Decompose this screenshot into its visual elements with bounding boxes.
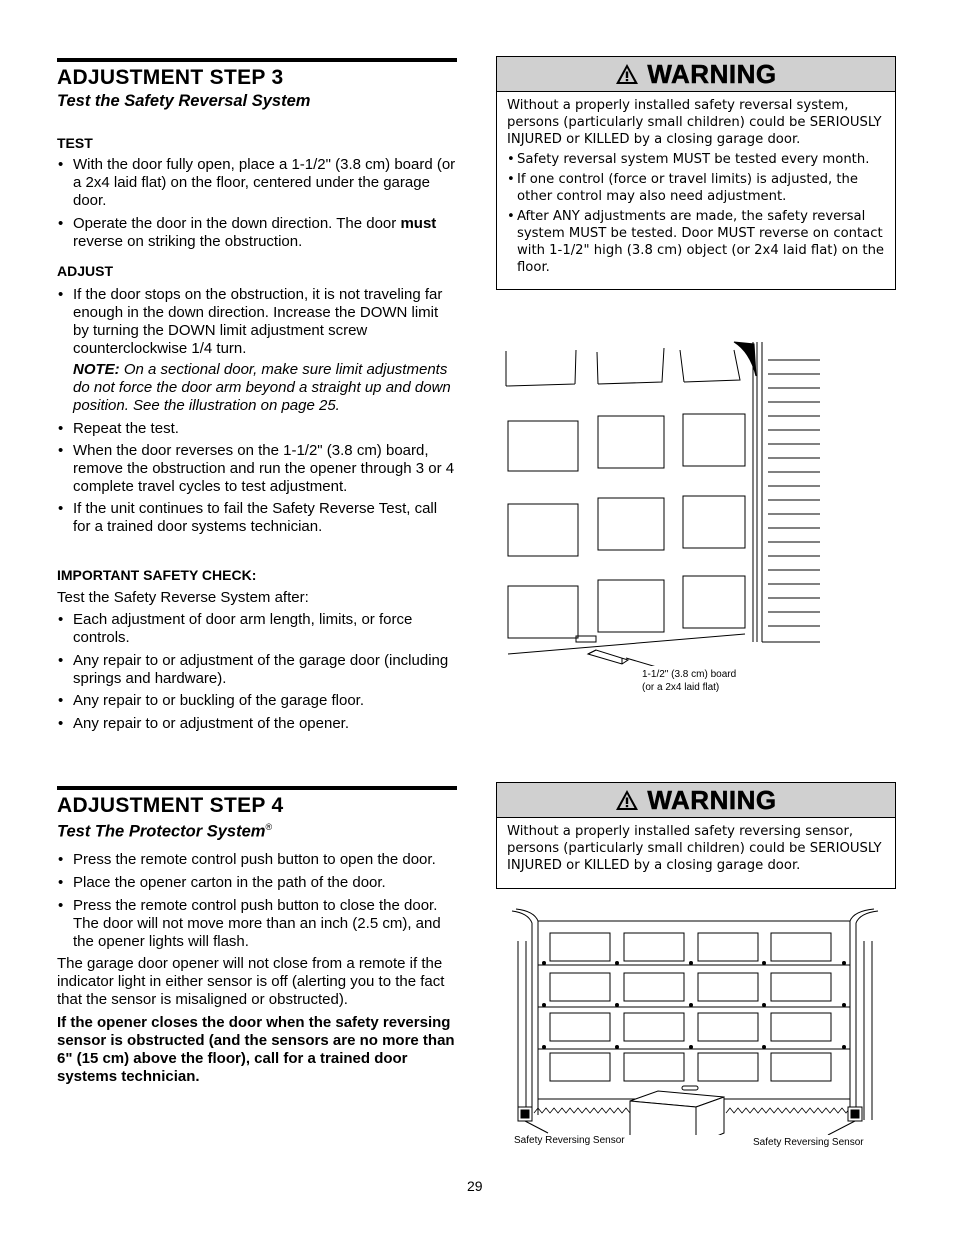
- step4-subtitle-text: Test The Protector System: [57, 822, 266, 841]
- garage-door-board-illustration: [500, 336, 830, 666]
- check-bullet: • Any repair to or buckling of the garage floor.: [57, 692, 457, 710]
- test-bullet: • With the door fully open, place a 1-1/2" (3.8 cm) board (or a 2x4 laid flat) on the floor, centered under the garage door.: [57, 156, 457, 210]
- section-rule: [57, 58, 457, 62]
- step4-title: ADJUSTMENT STEP 4: [57, 794, 284, 817]
- test-bullet-text: Operate the door in the down direction. The door: [73, 215, 397, 232]
- step4-body: [57, 851, 457, 1086]
- test-bullet-text-end: reverse on striking the obstruction.: [73, 233, 303, 250]
- step3-section: [57, 58, 457, 111]
- warning-box-1: [496, 56, 896, 290]
- board-caption: [642, 668, 736, 694]
- warning-intro: Without a properly installed safety reversing sensor, persons (particularly small children) could be SERIOUSLY INJURED or KILLED by a closing garage door.: [507, 824, 882, 873]
- check-intro: Test the Safety Reverse System after:: [57, 589, 309, 606]
- note-text: On a sectional door, make sure limit adjustments do not force the door arm beyond a straight up and down position. See the illustration on page 25.: [73, 361, 451, 414]
- board-caption-line: 1-1/2" (3.8 cm) board: [642, 669, 737, 680]
- warning-bullet: • After ANY adjustments are made, the safety reversal system MUST be tested. Door MUST reverse on contact with 1-1/2" high (3.8 cm) object (or 2x4 laid flat) on the floor.: [507, 208, 885, 276]
- registered-mark: ®: [265, 822, 273, 832]
- step4-subtitle: [57, 822, 457, 842]
- warning-bullet: • Safety reversal system MUST be tested every month.: [507, 151, 885, 168]
- check-heading: IMPORTANT SAFETY CHECK:: [57, 567, 257, 583]
- step3-title: ADJUSTMENT STEP 3: [57, 66, 284, 89]
- step4-bullet: • Place the opener carton in the path of the door.: [57, 874, 457, 892]
- opener-carton: [630, 1091, 724, 1135]
- warning-body: [497, 818, 895, 882]
- step4-bold-paragraph: If the opener closes the door when the safety reversing sensor is obstructed (and the sensors are no more than 6" (15 cm) above the floor), call for a trained door systems technician.: [57, 1014, 455, 1085]
- warning-header: [497, 783, 895, 818]
- adjust-bullet: • If the door stops on the obstruction, it is not traveling far enough in the down direction. Increase the DOWN limit by turning the DOWN limit adjustment screw counterclockwise 1/4 turn.: [57, 286, 457, 358]
- step3-subtitle: Test the Safety Reversal System: [57, 92, 311, 110]
- step4-section: [57, 786, 457, 842]
- warning-intro: Without a properly installed safety reversal system, persons (particularly small children) could be SERIOUSLY INJURED or KILLED by a closing garage door.: [507, 98, 882, 147]
- warning-title: WARNING: [647, 784, 777, 815]
- warning-body: [497, 92, 895, 284]
- note-label: NOTE:: [73, 361, 120, 378]
- step4-paragraph: The garage door opener will not close from a remote if the indicator light in either sensor is off (alerting you to the fact that the sensor is misaligned or obstructed).: [57, 955, 445, 1008]
- sensor-caption-left: Safety Reversing Sensor: [514, 1135, 625, 1146]
- warning-header: [497, 57, 895, 92]
- warning-bullet: • If one control (force or travel limits) is adjusted, the other control may also need adjustment.: [507, 171, 885, 205]
- warning-title: WARNING: [647, 58, 777, 89]
- adjust-bullet: • Repeat the test.: [57, 420, 457, 438]
- adjust-note: [57, 361, 457, 415]
- test-bullet-emphasis: must: [400, 215, 437, 232]
- warning-triangle-icon: [615, 63, 639, 85]
- page-number: 29: [467, 1178, 483, 1194]
- section-rule: [57, 786, 457, 790]
- check-bullet: • Each adjustment of door arm length, limits, or force controls.: [57, 611, 457, 647]
- step3-check-block: [57, 567, 457, 733]
- board-caption-line: (or a 2x4 laid flat): [642, 682, 720, 693]
- check-bullet: • Any repair to or adjustment of the garage door (including springs and hardware).: [57, 652, 457, 688]
- step3-test-block: [57, 135, 457, 251]
- warning-box-2: [496, 782, 896, 889]
- adjust-heading: ADJUST: [57, 263, 114, 279]
- garage-door-sensor-illustration: [508, 905, 886, 1135]
- siding-lines: [768, 360, 820, 626]
- adjust-bullet: • If the unit continues to fail the Safety Reverse Test, call for a trained door systems technician.: [57, 500, 457, 536]
- adjust-bullet: • When the door reverses on the 1-1/2" (3.8 cm) board, remove the obstruction and run the opener through 3 or 4 complete travel cycles to test adjustment.: [57, 442, 457, 496]
- warning-triangle-icon: [615, 789, 639, 811]
- step3-adjust-block: [57, 263, 457, 536]
- test-bullet: [57, 215, 457, 251]
- sensor-caption-right: Safety Reversing Sensor: [753, 1137, 864, 1148]
- test-heading: TEST: [57, 135, 93, 151]
- step4-bullet: • Press the remote control push button to close the door. The door will not move more than an inch (2.5 cm), and the opener lights will flash.: [57, 897, 457, 951]
- step4-bullet: • Press the remote control push button to open the door.: [57, 851, 457, 869]
- check-bullet: • Any repair to or adjustment of the opener.: [57, 715, 457, 733]
